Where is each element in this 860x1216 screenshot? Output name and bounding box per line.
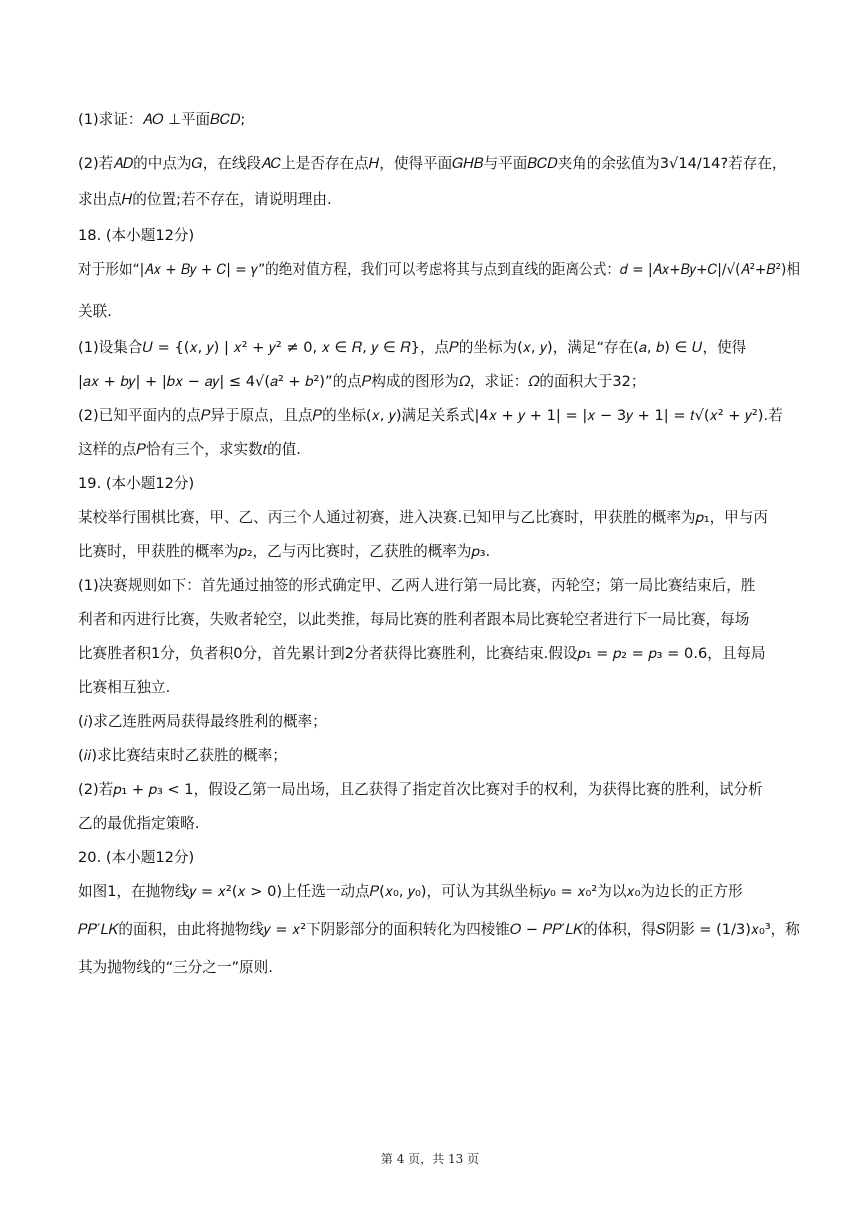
q19-part1-i: (𝑖)求乙连胜两局获得最终胜利的概率； xyxy=(78,713,327,730)
q20-intro-line2: 𝑃𝑃′𝐿𝐾的面积，由此将抛物线𝑦 = 𝑥²下阴影部分的面积转化为四棱锥𝑂 − 𝑃𝑃′𝐿𝐾的体积，得𝑆阴影 = (1/3)𝑥₀³，称 xyxy=(78,921,800,938)
q19-part1-line1: (1)决赛规则如下：首先通过抽签的形式确定甲、乙两人进行第一局比赛，丙轮空；第一局比赛结束后，胜 xyxy=(78,577,756,594)
q18-heading: 18. (本小题12分) xyxy=(78,227,195,244)
q20-intro-line3: 其为抛物线的“三分之一”原则. xyxy=(78,959,273,976)
q19-intro-line2: 比赛时，甲获胜的概率为𝑝₂，乙与丙比赛时，乙获胜的概率为𝑝₃. xyxy=(78,543,491,560)
q18-intro-line1: 对于形如“|𝐴𝑥 + 𝐵𝑦 + 𝐶| = 𝛾”的绝对值方程，我们可以考虑将其与点到直线的距离公式：𝑑 = |𝐴𝑥+𝐵𝑦+𝐶|/√(𝐴²+𝐵²)相 xyxy=(78,261,800,278)
page-footer: 第 4 页，共 13 页 xyxy=(380,1152,480,1166)
q17-part2-line2: 求出点𝐻的位置;若不存在，请说明理由. xyxy=(78,191,332,208)
q20-heading: 20. (本小题12分) xyxy=(78,849,195,866)
q17-part2-line1: (2)若𝐴𝐷的中点为𝐺，在线段𝐴𝐶上是否存在点𝐻，使得平面𝐺𝐻𝐵与平面𝐵𝐶𝐷夹角的余弦值为3√14/14?若存在， xyxy=(78,155,787,172)
q19-part1-line2: 利者和丙进行比赛，失败者轮空，以此类推，每局比赛的胜利者跟本局比赛轮空者进行下一局比赛，每场 xyxy=(78,611,750,628)
q19-part1-line4: 比赛相互独立. xyxy=(78,679,171,696)
q18-part1-line1: (1)设集合𝑈 = {(𝑥, 𝑦) | 𝑥² + 𝑦² ≠ 0, 𝑥 ∈ 𝑅, 𝑦 ∈ 𝑅}，点𝑃的坐标为(𝑥, 𝑦)，满足“存在(𝑎, 𝑏) ∈ 𝑈，使得 xyxy=(78,339,747,356)
q18-part1-line2: |𝑎𝑥 + 𝑏𝑦| + |𝑏𝑥 − 𝑎𝑦| ≤ 4√(𝑎² + 𝑏²)”的点𝑃构成的图形为𝛺，求证：𝛺的面积大于32； xyxy=(78,373,646,390)
q19-part2-line2: 乙的最优指定策略. xyxy=(78,815,200,832)
q18-part2-line1: (2)已知平面内的点𝑃异于原点，且点𝑃的坐标(𝑥, 𝑦)满足关系式|4𝑥 + 𝑦 + 1| = |𝑥 − 3𝑦 + 1| = 𝑡√(𝑥² + 𝑦²).若 xyxy=(78,407,783,424)
q18-intro-line2: 关联. xyxy=(78,303,112,320)
q19-part1-ii: (𝑖𝑖)求比赛结束时乙获胜的概率； xyxy=(78,747,287,764)
q20-intro-line1: 如图1，在抛物线𝑦 = 𝑥²(𝑥 > 0)上任选一动点𝑃(𝑥₀, 𝑦₀)，可认为其纵坐标𝑦₀ = 𝑥₀²为以𝑥₀为边长的正方形 xyxy=(78,883,743,900)
q19-part2-line1: (2)若𝑝₁ + 𝑝₃ < 1，假设乙第一局出场，且乙获得了指定首次比赛对手的权利，为获得比赛的胜利，试分析 xyxy=(78,781,763,798)
q19-heading: 19. (本小题12分) xyxy=(78,475,195,492)
q19-intro-line1: 某校举行围棋比赛，甲、乙、丙三个人通过初赛，进入决赛.已知甲与乙比赛时，甲获胜的概率为𝑝₁，甲与丙 xyxy=(78,509,768,526)
q19-part1-line3: 比赛胜者积1分，负者积0分，首先累计到2分者获得比赛胜利，比赛结束.假设𝑝₁ = 𝑝₂ = 𝑝₃ = 0.6，且每局 xyxy=(78,645,766,662)
q18-part2-line2: 这样的点𝑃恰有三个，求实数𝑡的值. xyxy=(78,441,301,458)
q17-part1: (1)求证：𝐴𝑂 ⊥平面𝐵𝐶𝐷; xyxy=(78,111,246,128)
